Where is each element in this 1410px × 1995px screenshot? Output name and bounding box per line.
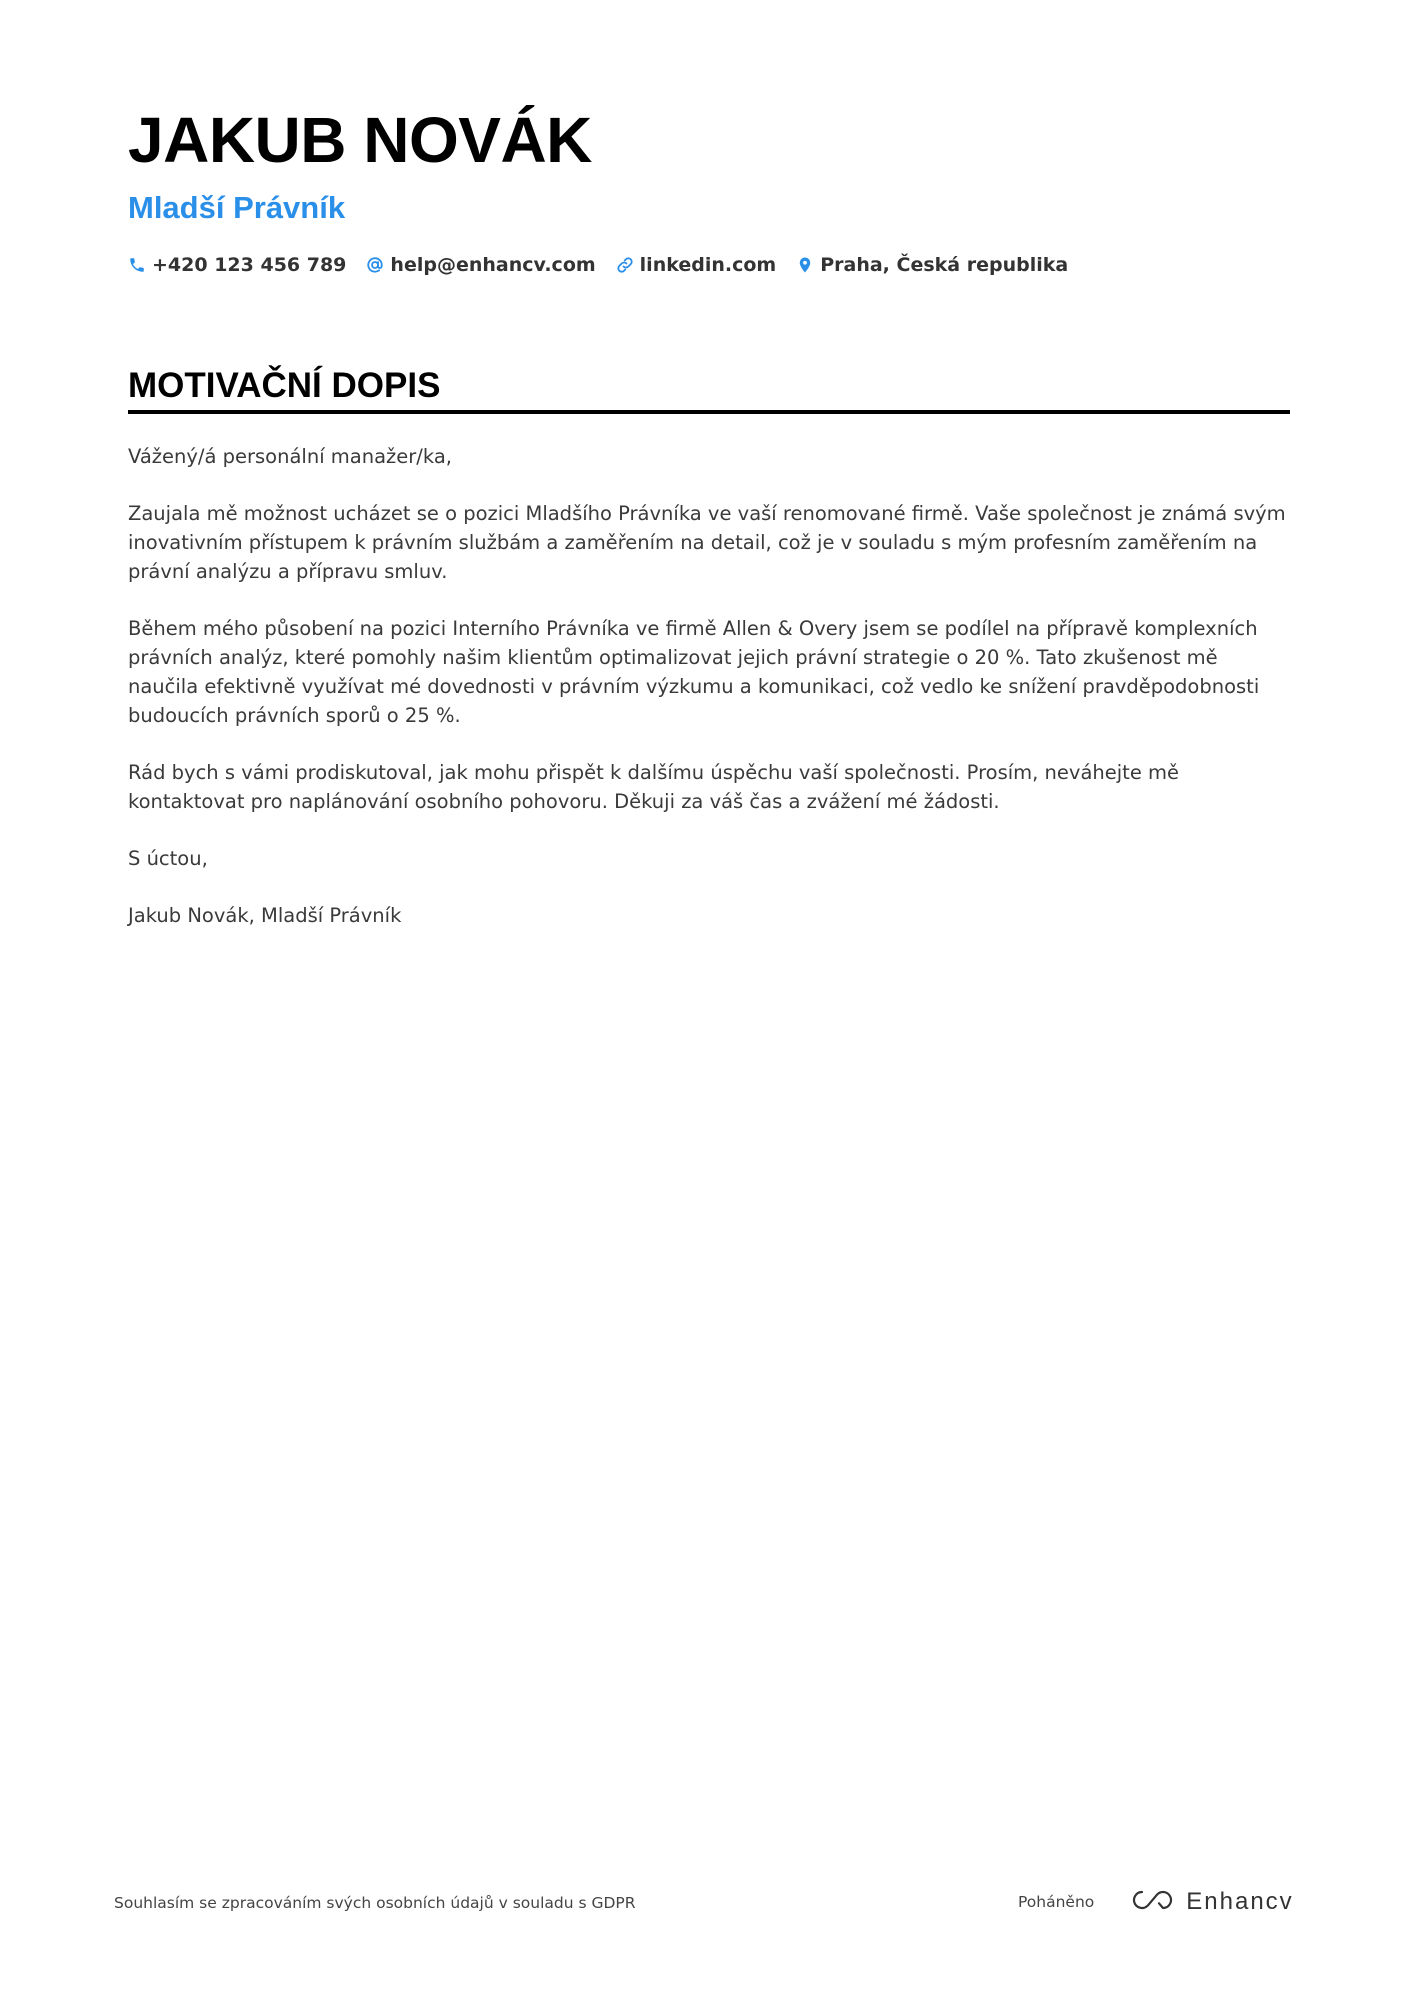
job-title: Mladší Právník <box>128 190 346 225</box>
phone-icon <box>128 256 146 274</box>
enhancv-logo[interactable] <box>1130 1888 1293 1916</box>
enhancv-logo-icon <box>1130 1888 1176 1916</box>
powered-by-label: Poháněno <box>1018 1893 1095 1911</box>
section-divider <box>128 410 1290 414</box>
contact-location <box>796 254 1068 276</box>
location-pin-icon <box>796 256 814 274</box>
letter-body <box>128 442 1293 958</box>
letter-signature: Jakub Novák, Mladší Právník <box>128 904 402 927</box>
phone-number: +420 123 456 789 <box>152 254 347 276</box>
link-icon <box>616 256 634 274</box>
powered-by <box>1018 1888 1294 1916</box>
contact-linkedin <box>616 254 777 276</box>
linkedin-url: linkedin.com <box>639 254 777 276</box>
contact-email <box>366 254 595 276</box>
section-title: MOTIVAČNÍ DOPIS <box>128 366 441 405</box>
candidate-name: JAKUB NOVÁK <box>128 104 592 176</box>
location-text: Praha, Česká republika <box>820 254 1069 276</box>
letter-greeting: Vážený/á personální manažer/ka, <box>128 445 452 468</box>
letter-paragraph: Zaujala mě možnost ucházet se o pozici Mladšího Právníka ve vaší renomované firmě. Vaše společnost je známá svým inovativním přístupem k právním službám a zaměřením na detail, což je v souladu s mým profesním zaměřením na právní analýzu a přípravu smluv. <box>128 502 1286 583</box>
letter-paragraph: Rád bych s vámi prodiskutoval, jak mohu přispět k dalšímu úspěchu vaší společnosti. Prosím, neváhejte mě kontaktovat pro naplánování osobního pohovoru. Děkuji za váš čas a zvážení mé žádosti. <box>128 761 1180 813</box>
at-icon <box>366 256 384 274</box>
enhancv-logo-text: Enhancv <box>1186 1888 1294 1915</box>
email-address: help@enhancv.com <box>390 254 596 276</box>
contact-phone <box>128 254 346 276</box>
letter-closing: S úctou, <box>128 847 208 870</box>
contact-bar <box>128 254 1068 276</box>
gdpr-consent: Souhlasím se zpracováním svých osobních údajů v souladu s GDPR <box>114 1894 636 1912</box>
letter-paragraph: Během mého působení na pozici Interního Právníka ve firmě Allen & Overy jsem se podílel na přípravě komplexních právních analýz, které pomohly našim klientům optimalizovat jejich právní strategie o 20 %. Tato zkušenost mě naučila efektivně využívat mé dovednosti v právním výzkumu a komunikaci, což vedlo ke snížení pravděpodobnosti budoucích právních sporů o 25 %. <box>128 617 1260 727</box>
